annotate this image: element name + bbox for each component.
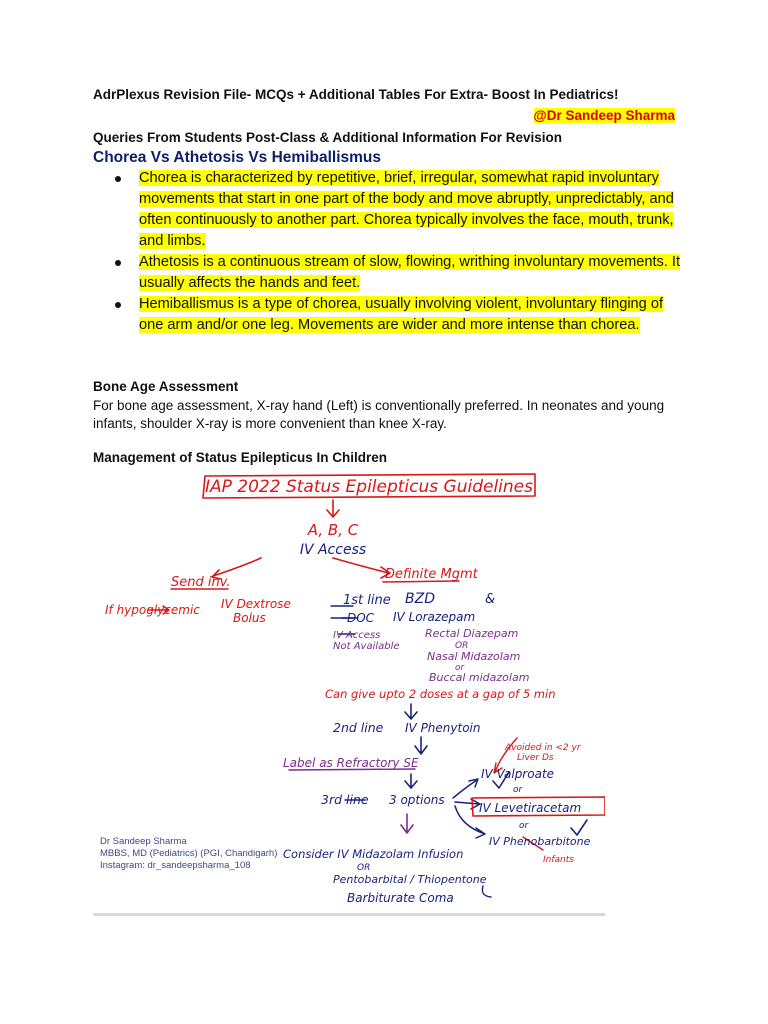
bone-age-text: For bone age assessment, X-ray hand (Left) is conventionally preferred. In neonates and young infants, shoulder X-ray is more convenient than knee X-ray. [93,398,665,431]
list-item [93,294,683,336]
arrow-down-icon [405,774,417,788]
bzd-text: BZD [405,591,435,607]
doc-text: DOC [347,611,375,625]
iv-access-step: IV Access [299,542,367,558]
or-text: or [455,663,465,673]
lorazepam-text: IV Lorazepam [393,610,476,624]
arrow-down-icon [415,737,427,754]
credit-name: Dr Sandeep Sharma [100,836,187,847]
two-doses-note: Can give upto 2 doses at a gap of 5 min [325,687,556,701]
barbiturate-coma: Barbiturate Coma [347,891,454,905]
status-epilepticus-title: Management of Status Epilepticus In Children [93,450,388,465]
nasal-midazolam: Nasal Midazolam [427,650,521,663]
three-options: 3 options [389,793,445,807]
rectal-diazepam: Rectal Diazepam [425,627,519,640]
figure-divider [93,913,605,916]
phenobarbitone-text: IV Phenobarbitone [489,835,591,848]
send-investigations: Send inv. [171,575,231,590]
bullet-text: Chorea is characterized by repetitive, brief, irregular, somewhat rapid involuntary movements that start in one part of the body and move abruptly, unpredictably, and often continuously to another part. Chorea typically involves the face, mouth, trunk, and limbs. [139,170,674,249]
consider-midazolam: Consider IV Midazolam Infusion [283,847,464,861]
iv-access-na-1: IV Access [333,630,381,641]
arrow-down-icon [405,704,417,719]
bullet-text: Hemiballismus is a type of chorea, usually involving violent, involuntary flinging of one arm and/or one leg. Movements are wider and more intense than chorea. [139,296,664,333]
levetiracetam-text: IV Levetiracetam [479,801,582,815]
label-refractory: Label as Refractory SE [283,756,419,770]
ampersand-text: & [485,592,496,607]
chorea-section-title: Chorea Vs Athetosis Vs Hemiballismus [93,149,381,166]
arrow-right-icon [455,799,480,809]
document-title: AdrPlexus Revision File- MCQs + Additional Tables For Extra- Boost In Pediatrics! [93,87,619,102]
list-item [93,168,683,252]
infants-note: Infants [543,855,574,865]
or-text: or [513,785,523,795]
bullet-icon [115,302,121,308]
third-line-label: 3rd line [321,792,369,807]
first-line-label: 1st line [343,593,391,608]
author-credit: @Dr Sandeep Sharma [533,108,675,123]
dextrose-text: IV Dextrose [221,597,291,611]
bolus-text: Bolus [233,611,266,625]
iv-access-na-2: Not Available [333,641,400,652]
avoided-note-1: Avoided in <2 yr [505,743,581,753]
definite-management: Definite Mgmt [385,567,478,582]
bone-age-title: Bone Age Assessment [93,379,239,394]
queries-heading: Queries From Students Post-Class & Additional Information For Revision [93,130,563,145]
abc-step: A, B, C [307,521,359,539]
arrow-upright-icon [453,779,478,798]
flowchart-heading: IAP 2022 Status Epilepticus Guidelines [205,477,533,497]
arrow-down-icon [327,500,339,517]
bullet-text: Athetosis is a continuous stream of slow, flowing, writhing involuntary movements. It usually affects the hands and feet. [139,254,681,291]
or-text: OR [357,863,371,873]
arrow-right-icon [333,558,390,578]
check-icon [571,820,587,835]
valproate-text: IV Valproate [481,767,555,781]
avoided-note-2: Liver Ds [517,753,554,763]
or-text: OR [455,641,469,651]
list-item [93,252,683,294]
second-line-label: 2nd line [333,720,384,735]
bullet-icon [115,176,121,182]
status-epilepticus-flowchart [93,470,605,915]
bullet-icon [115,260,121,266]
arrow-down-icon [401,814,413,833]
buccal-midazolam: Buccal midazolam [429,671,530,684]
phenytoin-text: IV Phenytoin [405,721,481,735]
credit-degree: MBBS, MD (Pediatrics) (PGI, Chandigarh) [100,848,278,859]
pento-thiopentone: Pentobarbital / Thiopentone [333,873,487,886]
credit-instagram: Instagram: dr_sandeepsharma_108 [100,860,251,871]
flowchart-credit [100,836,277,872]
hypoglycemic-text: If hypoglycemic [105,603,200,617]
bracket [482,886,491,897]
or-text: or [519,821,529,831]
chorea-bullet-list [93,168,683,336]
